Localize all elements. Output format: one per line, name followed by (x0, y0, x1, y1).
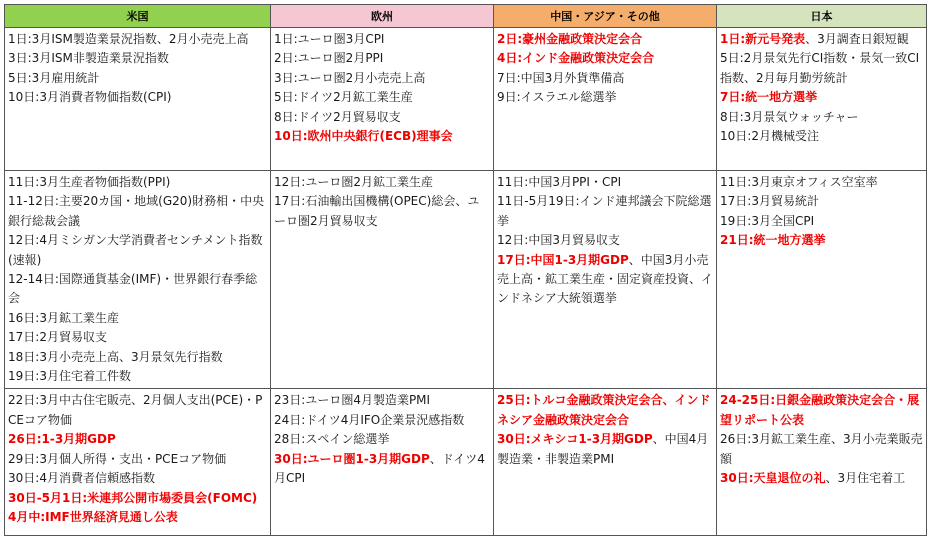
event-text: 3日:ユーロ圏2月小売売上高 (274, 70, 426, 85)
cell-us (5, 389, 271, 536)
event-text: 11日:3月生産者物価指数(PPI) (8, 175, 171, 189)
cell-japan (717, 171, 927, 389)
header-us: 米国 (5, 5, 271, 28)
event-entry (497, 251, 714, 309)
cell-japan (717, 389, 927, 536)
event-highlight: 4月中:IMF世界経済見通し公表 (8, 509, 178, 524)
event-highlight: 25日:トルコ金融政策決定会合、インドネシア金融政策決定会合 (497, 393, 711, 427)
event-text: 12日:ユーロ圏2月鉱工業生産 (274, 175, 433, 189)
event-text: 12日:中国3月貿易収支 (497, 233, 620, 248)
event-text: 22日:3月中古住宅販売、2月個人支出(PCE)・PCEコア物価 (8, 393, 263, 427)
event-highlight: 30日:天皇退位の礼 (720, 471, 826, 486)
event-entry (274, 411, 491, 430)
cell-europe (271, 171, 494, 389)
event-text: 23日:ユーロ圏4月製造業PMI (274, 393, 431, 408)
event-entry (8, 489, 268, 508)
event-entry (274, 69, 491, 88)
event-text: 29日:3月個人所得・支出・PCEコア物価 (8, 451, 227, 466)
event-entry (274, 450, 491, 489)
event-text: 、中国4月製造業・非製造業PMI (497, 432, 709, 466)
event-highlight: 2日:豪州金融政策決定会合 (497, 32, 643, 46)
cell-japan (717, 28, 927, 171)
event-text: 19日:3月全国CPI (720, 213, 815, 228)
event-text: 5日:ドイツ2月鉱工業生産 (274, 90, 413, 105)
cell-europe (271, 28, 494, 171)
event-entry (8, 430, 268, 449)
event-entry (720, 212, 924, 231)
event-highlight: 10日:欧州中央銀行(ECB)理事会 (274, 129, 453, 144)
event-text: 24日:ドイツ4月IFO企業景況感指数 (274, 412, 465, 427)
event-text: 、3月住宅着工 (825, 471, 906, 486)
event-entry (274, 49, 491, 68)
cell-china-asia-other (494, 171, 717, 389)
event-text: 17日:3月貿易統計 (720, 194, 819, 209)
cell-china-asia-other (494, 389, 717, 536)
event-entry (720, 108, 924, 127)
event-entry (497, 49, 714, 68)
event-entry (274, 192, 491, 231)
event-text: 26日:3月鉱工業生産、3月小売業販売額 (720, 432, 923, 466)
event-text: 17日:石油輸出国機構(OPEC)総会、ユーロ圏2月貿易収支 (274, 194, 480, 228)
event-text: 7日:中国3月外貨準備高 (497, 70, 625, 85)
event-entry (274, 30, 491, 49)
header-row (5, 5, 927, 28)
event-text: 12-14日:国際通貨基金(IMF)・世界銀行春季総会 (8, 272, 258, 306)
event-entry (497, 391, 714, 430)
event-entry (274, 173, 491, 192)
event-entry (8, 270, 268, 309)
event-entry (8, 231, 268, 270)
event-highlight: 30日:ユーロ圏1-3月期GDP (274, 451, 430, 466)
event-text: 16日:3月鉱工業生産 (8, 310, 119, 325)
event-entry (720, 49, 924, 88)
economic-calendar-table (4, 4, 927, 536)
event-entry (720, 192, 924, 211)
event-text: 18日:3月小売売上高、3月景気先行指数 (8, 349, 223, 364)
event-text: 1日:ユーロ圏3月CPI (274, 32, 385, 46)
event-entry (497, 88, 714, 107)
event-entry (8, 69, 268, 88)
event-entry (720, 173, 924, 192)
event-text: 17日:2月貿易収支 (8, 330, 107, 345)
event-entry (8, 391, 268, 430)
event-entry (8, 367, 268, 386)
cell-us (5, 28, 271, 171)
event-text: 5日:2月景気先行CI指数・景気一致CI指数、2月毎月勤労統計 (720, 51, 920, 85)
event-text: 3日:3月ISM非製造業景況指数 (8, 51, 169, 66)
event-text: 2日:ユーロ圏2月PPI (274, 51, 384, 66)
event-entry (720, 430, 924, 469)
cell-europe (271, 389, 494, 536)
event-entry (720, 391, 924, 430)
event-entry (720, 231, 924, 250)
event-text: 、中国3月小売売上高・鉱工業生産・固定資産投資、インドネシア大統領選挙 (497, 252, 714, 306)
event-entry (8, 173, 268, 192)
event-highlight: 30日:メキシコ1-3月期GDP (497, 432, 653, 447)
event-entry (497, 430, 714, 469)
cell-china-asia-other (494, 28, 717, 171)
event-text: 19日:3月住宅着工件数 (8, 369, 131, 384)
event-entry (274, 108, 491, 127)
event-text: 11日:中国3月PPI・CPI (497, 175, 622, 189)
header-europe: 欧州 (271, 5, 494, 28)
event-entry (8, 192, 268, 231)
event-text: 12日:4月ミシガン大学消費者センチメント指数(速報) (8, 233, 263, 267)
event-text: 8日:ドイツ2月貿易収支 (274, 109, 401, 124)
event-text: 9日:イスラエル総選挙 (497, 90, 617, 105)
event-text: 、3月調査日銀短観 (805, 32, 909, 46)
event-entry (497, 30, 714, 49)
event-entry (720, 30, 924, 49)
event-entry (8, 49, 268, 68)
event-entry (720, 469, 924, 488)
event-entry (274, 430, 491, 449)
event-entry (274, 127, 491, 146)
event-highlight: 26日:1-3月期GDP (8, 432, 116, 447)
table-row (5, 389, 927, 536)
event-text: 30日:4月消費者信頼感指数 (8, 471, 155, 486)
event-entry (497, 69, 714, 88)
event-entry (8, 508, 268, 527)
event-text: 10日:2月機械受注 (720, 129, 819, 144)
event-entry (720, 88, 924, 107)
event-entry (274, 391, 491, 410)
event-text: 8日:3月景気ウォッチャー (720, 109, 859, 124)
event-entry (274, 88, 491, 107)
event-entry (8, 328, 268, 347)
header-china-asia-other: 中国・アジア・その他 (494, 5, 717, 28)
event-highlight: 1日:新元号発表 (720, 32, 806, 46)
event-highlight: 7日:統一地方選挙 (720, 90, 818, 105)
event-text: 1日:3月ISM製造業景況指数、2月小売売上高 (8, 32, 249, 46)
event-text: 10日:3月消費者物価指数(CPI) (8, 90, 172, 105)
event-text: 11日-5月19日:インド連邦議会下院総選挙 (497, 194, 712, 228)
event-entry (720, 127, 924, 146)
event-entry (497, 231, 714, 250)
event-text: 、ドイツ4月CPI (274, 451, 485, 486)
table-row (5, 28, 927, 171)
event-entry (8, 309, 268, 328)
cell-us (5, 171, 271, 389)
event-entry (497, 173, 714, 192)
event-entry (8, 88, 268, 107)
event-text: 28日:スペイン総選挙 (274, 432, 390, 447)
event-highlight: 21日:統一地方選挙 (720, 233, 826, 248)
event-entry (8, 469, 268, 488)
event-highlight: 30日-5月1日:米連邦公開市場委員会(FOMC) (8, 490, 258, 505)
event-entry (8, 30, 268, 49)
event-text: 11-12日:主要20カ国・地域(G20)財務相・中央銀行総裁会議 (8, 194, 265, 228)
event-text: 5日:3月雇用統計 (8, 70, 100, 85)
header-japan: 日本 (717, 5, 927, 28)
table-row (5, 171, 927, 389)
event-entry (8, 450, 268, 469)
event-entry (497, 192, 714, 231)
event-text: 11日:3月東京オフィス空室率 (720, 175, 878, 189)
event-highlight: 17日:中国1-3月期GDP (497, 252, 629, 267)
event-highlight: 24-25日:日銀金融政策決定会合・展望リポート公表 (720, 393, 920, 427)
event-highlight: 4日:インド金融政策決定会合 (497, 51, 655, 66)
event-entry (8, 348, 268, 367)
